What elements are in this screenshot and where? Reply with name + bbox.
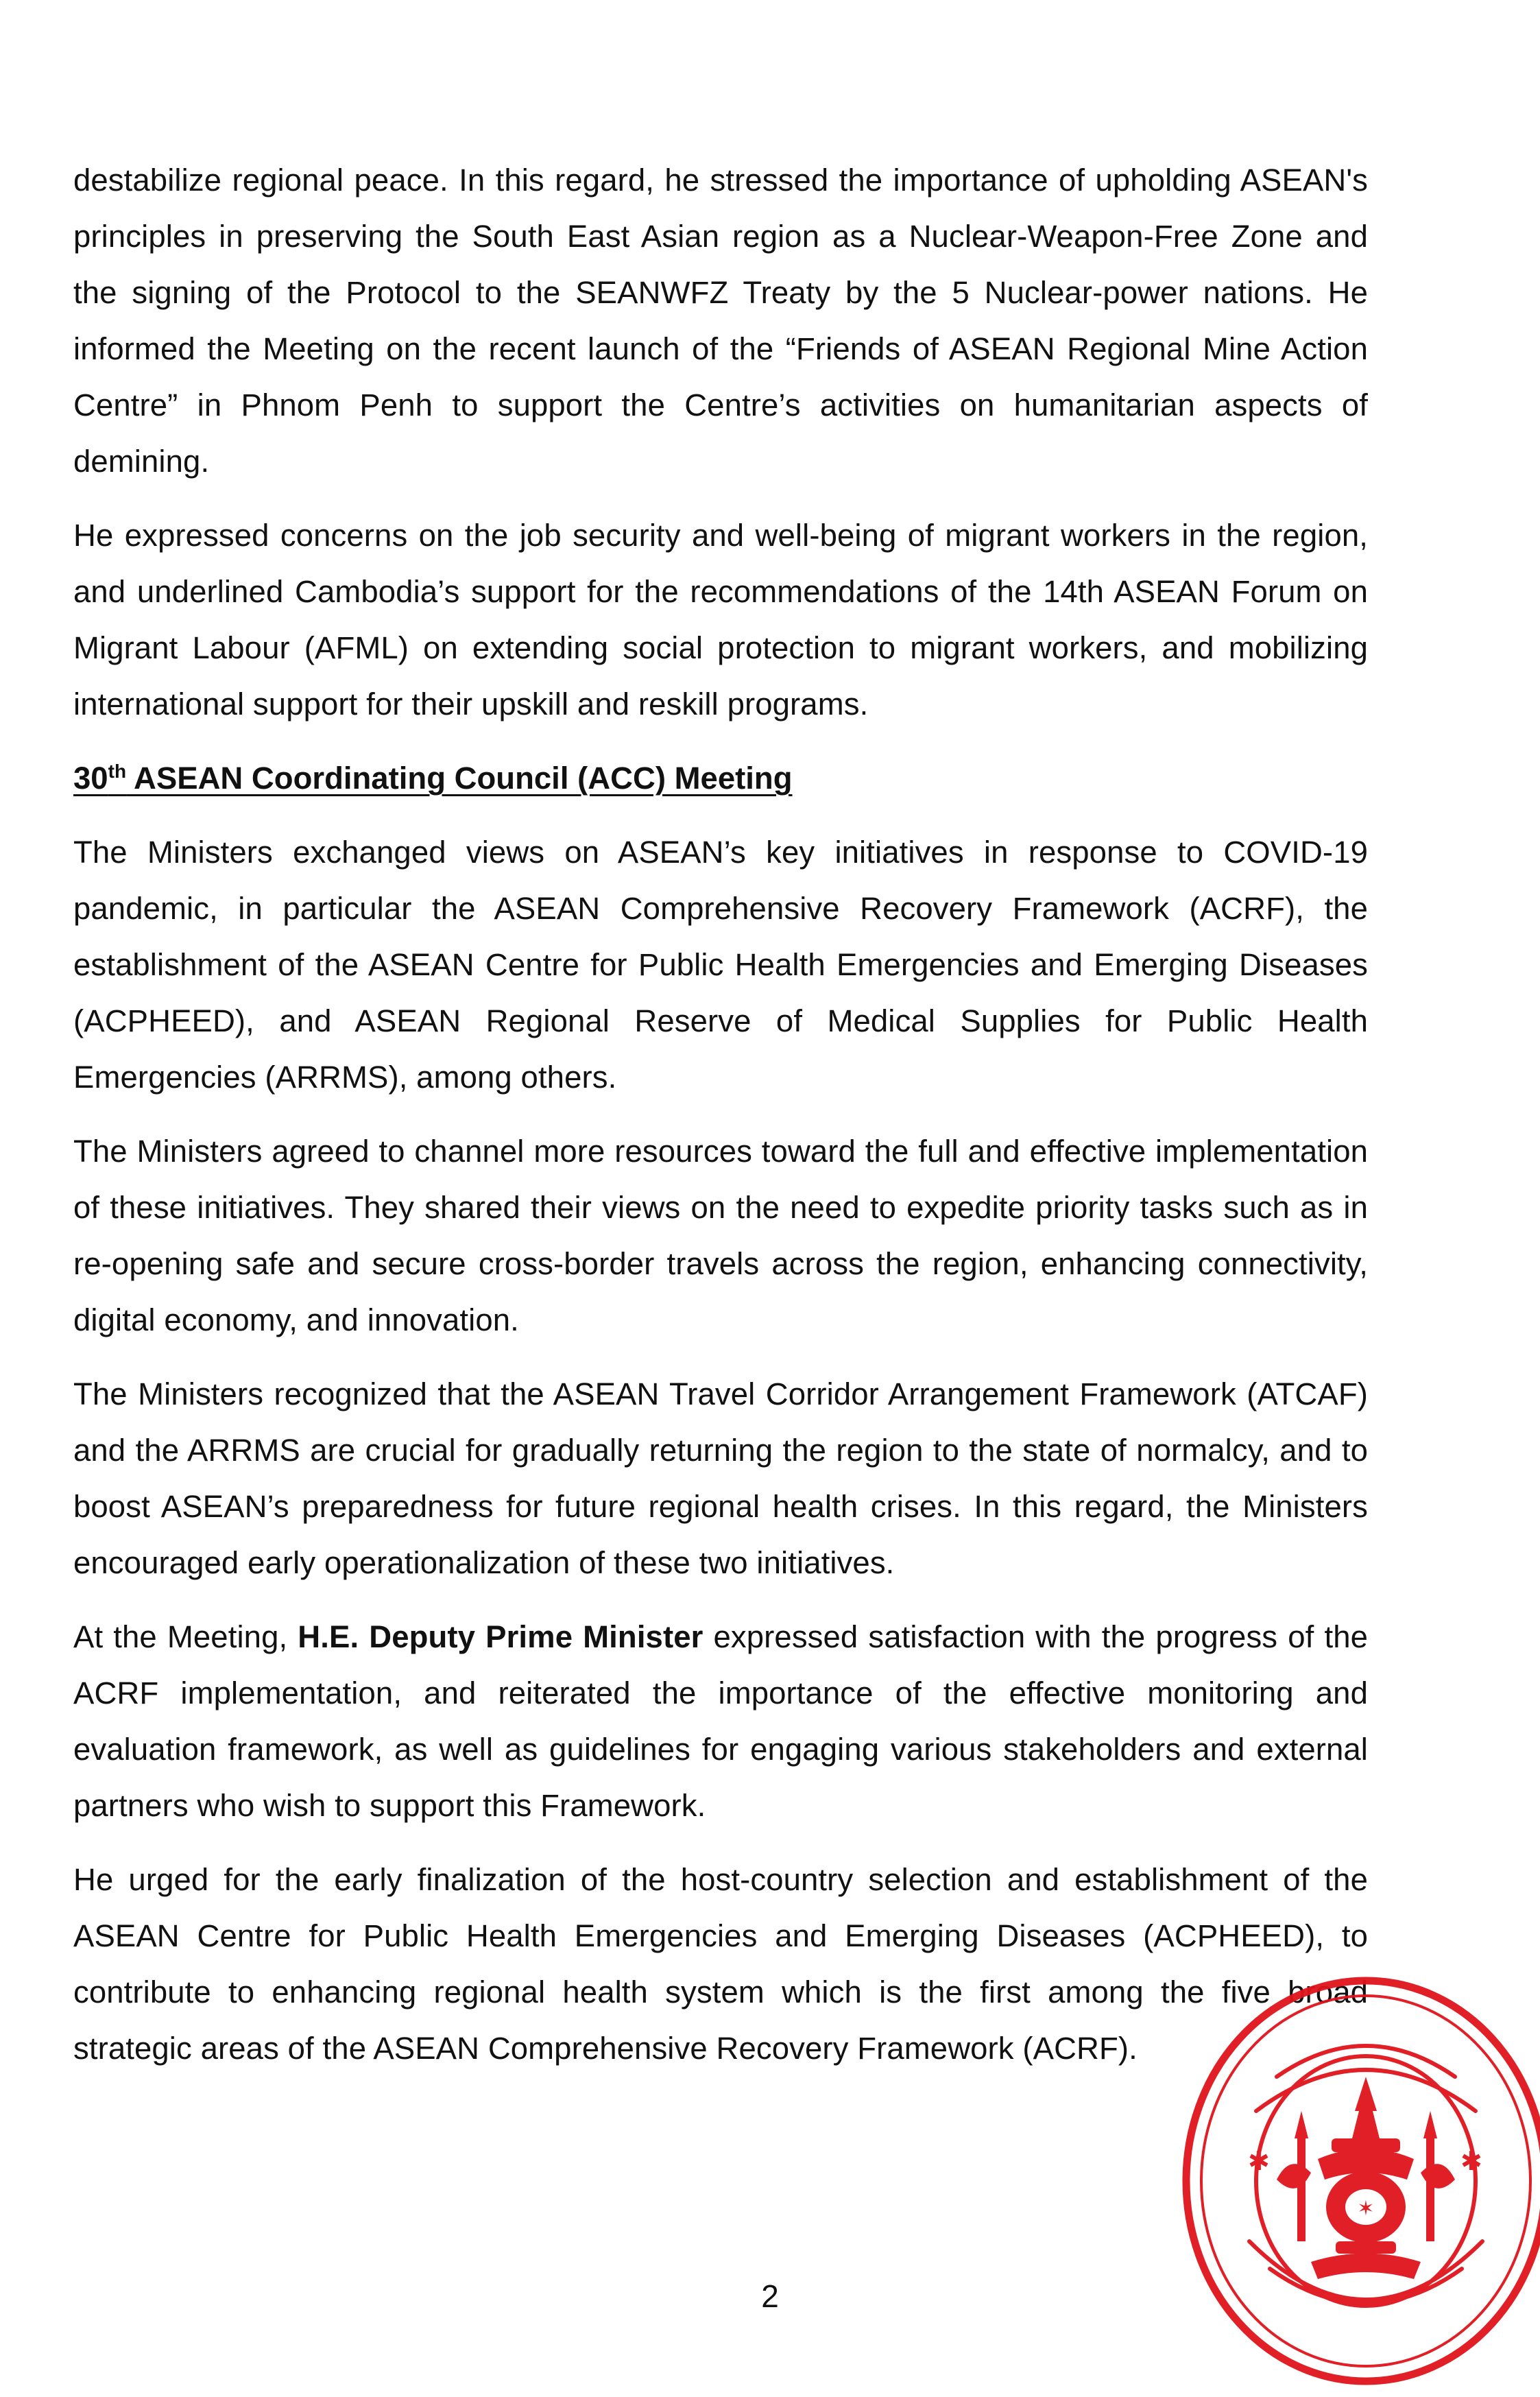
svg-text:✶: ✶	[1357, 2197, 1375, 2221]
dpm-rest: expressed satisfaction with the progress of the ACRF implementation, and reiterated the importance of the effective monitoring and evaluation framework, as well as guidelines for engaging various stakeholders and external partners who wish to support this Framework.	[73, 1619, 1369, 1823]
svg-text:✱: ✱	[1460, 2146, 1482, 2176]
document-body	[73, 152, 1368, 2095]
dpm-title: H.E. Deputy Prime Minister	[298, 1619, 703, 1654]
heading-number: 30	[73, 761, 108, 796]
dpm-intro: At the Meeting,	[73, 1619, 298, 1654]
heading-title: ASEAN Coordinating Council (ACC) Meeting	[126, 761, 793, 796]
svg-text:✱: ✱	[1248, 2146, 1270, 2176]
paragraph-nuclear-free-zone: destabilize regional peace. In this regard, he stressed the importance of upholding ASEAN's principles in preserving the South East Asian region as a Nuclear-Weapon-Free Zone and the signing of the Protocol to the SEANWFZ Treaty by the 5 Nuclear-power nations. He informed the Meeting on the recent launch of the “Friends of ASEAN Regional Mine Action Centre” in Phnom Penh to support the Centre’s activities on humanitarian aspects of demining.	[73, 163, 1368, 479]
paragraph-migrant-workers: He expressed concerns on the job security and well-being of migrant workers in the region, and underlined Cambodia’s support for the recommendations of the 14th ASEAN Forum on Migrant Labour (AFML) on extending social protection to migrant workers, and mobilizing international support for their upskill and reskill programs.	[73, 518, 1368, 722]
heading-ordinal: th	[108, 760, 127, 782]
official-seal-icon	[1174, 1974, 1540, 2388]
section-heading-acc-meeting	[73, 750, 1368, 807]
paragraph-travel-corridor: The Ministers recognized that the ASEAN Travel Corridor Arrangement Framework (ATCAF) and the ARRMS are crucial for gradually returning the region to the state of normalcy, and to boost ASEAN’s preparedness for future regional health crises. In this regard, the Ministers encouraged early operationalization of these two initiatives.	[73, 1376, 1368, 1580]
paragraph-acpheed: He urged for the early finalization of the host-country selection and establishment of the ASEAN Centre for Public Health Emergencies and Emerging Diseases (ACPHEED), to contribute to enhancing regional health system which is the first among the five broad strategic areas of the ASEAN Comprehensive Recovery Framework (ACRF).	[73, 1862, 1368, 2066]
paragraph-deputy-prime-minister	[73, 1609, 1368, 1834]
paragraph-resources: The Ministers agreed to channel more resources toward the full and effective implementation of these initiatives. They shared their views on the need to expedite priority tasks such as in re-opening safe and secure cross-border travels across the region, enhancing connectivity, digital economy, and innovation.	[73, 1134, 1368, 1337]
paragraph-key-initiatives: The Ministers exchanged views on ASEAN’s key initiatives in response to COVID-19 pandemic, in particular the ASEAN Comprehensive Recovery Framework (ACRF), the establishment of the ASEAN Centre for Public Health Emergencies and Emerging Diseases (ACPHEED), and ASEAN Regional Reserve of Medical Supplies for Public Health Emergencies (ARRMS), among others.	[73, 835, 1368, 1095]
page-number: 2	[761, 2278, 779, 2314]
